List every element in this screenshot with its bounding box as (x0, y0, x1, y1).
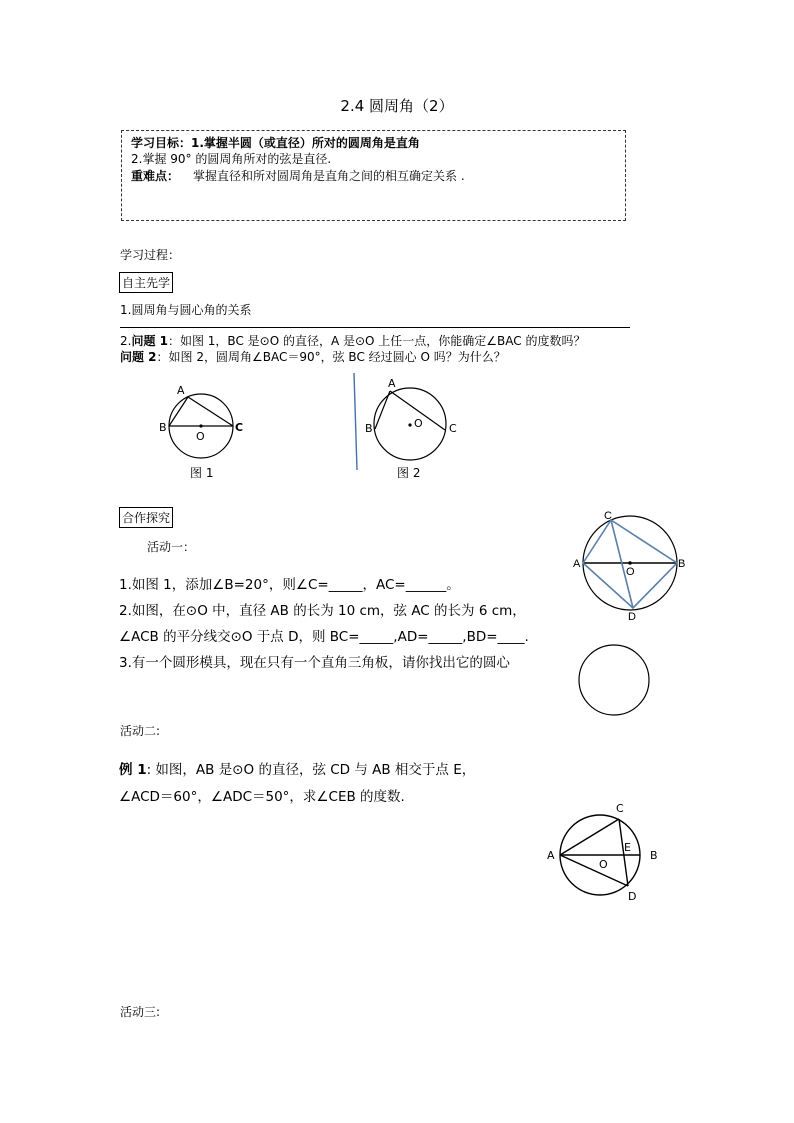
goal-item-1: 1.掌握半圆（或直径）所对的圆周角是直角 (191, 136, 420, 150)
goal-label: 学习目标： (131, 136, 192, 150)
example-1-text: : 如图，AB 是⊙O 的直径，弦 CD 与 AB 相交于点 E， (146, 762, 476, 778)
fig4-label-e: E (624, 841, 631, 854)
fig1-chord-ac (188, 397, 233, 426)
fig1-label-c: C (235, 421, 244, 434)
fig2-label-a: A (388, 377, 396, 390)
question-relation: 1.圆周角与圆心角的关系 (120, 303, 252, 317)
fig2-label-b: B (365, 422, 373, 435)
section-self-study: 自主先学 (119, 272, 173, 293)
fig1-label-o: O (196, 430, 205, 443)
example-1-line-1 (119, 758, 475, 778)
key-text: 掌握直径和所对圆周角是直角之间的相互确定关系 . (193, 169, 465, 183)
activity-1-label: 活动一： (147, 540, 196, 554)
activity-1-question-3: 3.有一个圆形模具，现在只有一个直角三角板，请你找出它的圆心 (119, 655, 510, 671)
q2-label: 问题 2 (120, 350, 157, 364)
key-point-line (131, 167, 465, 184)
q1-label: 问题 1 (131, 334, 168, 348)
fig3-label-a: A (573, 558, 581, 570)
fig1-center-dot (199, 424, 202, 427)
figure-2 (362, 374, 462, 470)
section-cooperation: 合作探究 (119, 507, 173, 528)
fig3-label-c: C (604, 510, 612, 522)
q1-prefix: 2. (120, 334, 132, 348)
fig1-label-b: B (159, 421, 167, 434)
process-label: 学习过程： (120, 248, 181, 262)
fig4-label-d: D (628, 890, 637, 903)
fig3-label-o: O (626, 566, 635, 578)
question-1 (120, 332, 586, 349)
fig3-label-b: B (678, 558, 686, 570)
figure-4 (540, 798, 670, 906)
fig1-label-a: A (177, 384, 185, 397)
activity-1-question-1: 1.如图 1，添加∠B=20°，则∠C=_____，AC=______。 (119, 577, 460, 593)
key-label: 重难点： (131, 169, 180, 183)
activity-1-question-2-line-2: ∠ACB 的平分线交⊙O 于点 D，则 BC=_____,AD=_____,BD=____. (119, 629, 529, 645)
activity-1-question-2-line-1: 2.如图，在⊙O 中，直径 AB 的长为 10 cm，弦 AC 的长为 6 cm， (119, 603, 526, 619)
fig2-label-c: C (449, 422, 457, 435)
q1-text: ：如图 1，BC 是⊙O 的直径，A 是⊙O 上任一点，你能确定∠BAC 的度数吗？ (167, 334, 586, 348)
activity-2-label: 活动二: (120, 724, 161, 738)
goal-line-1 (131, 134, 420, 151)
fig4-label-b: B (650, 849, 658, 862)
example-1-label: 例 1 (119, 762, 147, 778)
fig4-label-c: C (616, 802, 624, 815)
fig2-center-dot (408, 423, 411, 426)
fig2-label-o: O (414, 417, 423, 430)
page-title: 2.4 圆周角（2） (340, 97, 454, 115)
fig4-label-o: O (599, 858, 608, 871)
goal-item-2: 2.掌握 90° 的圆周角所对的弦是直径. (131, 152, 332, 166)
round-mold-figure (576, 642, 656, 722)
activity-3-label: 活动三: (120, 1005, 161, 1019)
fig4-chord-ac (560, 819, 619, 855)
figure-3 (570, 508, 690, 626)
figure-2-caption: 图 2 (397, 466, 421, 480)
figure-1-caption: 图 1 (190, 466, 214, 480)
example-1-line-2: ∠ACD＝60°，∠ADC＝50°，求∠CEB 的度数. (119, 789, 405, 805)
figure-1 (155, 378, 255, 468)
answer-line (120, 327, 630, 328)
q2-text: ：如图 2，圆周角∠BAC＝90°，弦 BC 经过圆心 O 吗？为什么？ (156, 350, 506, 364)
fig4-label-a: A (547, 849, 555, 862)
figure-divider (350, 372, 362, 472)
question-2 (120, 348, 506, 365)
fig3-label-d: D (628, 611, 636, 623)
fig3-center-dot (628, 561, 632, 565)
